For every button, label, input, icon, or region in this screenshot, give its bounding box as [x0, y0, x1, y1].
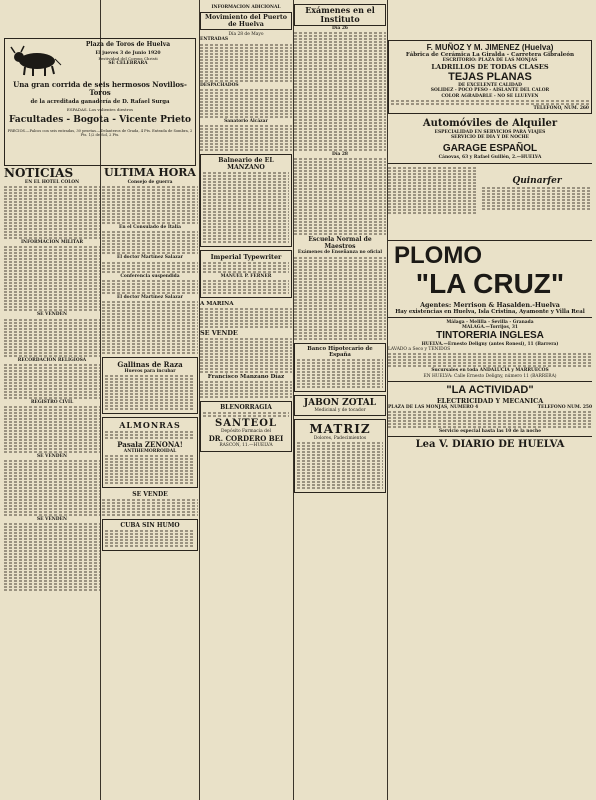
bullfight-ad	[4, 38, 196, 166]
article-text	[200, 125, 292, 151]
article-text	[4, 186, 100, 239]
cordero-title: DR. CORDERO BEI	[208, 434, 284, 444]
article-text	[388, 166, 478, 238]
balneario-title: Balneario de EL MANZANO	[218, 157, 274, 172]
actividad-title: "LA ACTIVIDAD"	[446, 383, 534, 396]
balneario-ad	[200, 154, 292, 247]
imperial-title: Imperial Typewriter	[210, 253, 282, 262]
santeol-ad	[200, 401, 292, 451]
pasala-title: Pasala ZENONA!	[117, 440, 183, 450]
examenes-no-oficial: Exámenes de Enseñanza no oficial	[297, 250, 383, 256]
tejas-title: TEJAS PLANAS	[448, 71, 532, 84]
registro-civil-heading: REGISTRO CIVIL	[30, 399, 74, 405]
francisco-heading: Francisco Manzano Díaz	[207, 374, 285, 381]
bullfight-corrida: Una gran corrida de seis hermosos Novillos-Toros	[13, 80, 187, 97]
telefono-actividad: TELEFONO NUM. 250	[537, 404, 592, 410]
manuel-ferner: MANUEL P. FERNER	[220, 274, 272, 280]
garage-address: Cánovas, 63 y Rafael Guillén, 2.—HUELVA	[438, 155, 542, 161]
hotel-colon-heading: EN EL HOTEL COLON	[24, 180, 80, 185]
munoz-ad	[388, 40, 592, 114]
bull-image	[7, 41, 63, 79]
electricidad-line: ELECTRICIDAD Y MECANICA	[436, 396, 544, 405]
column-2	[102, 166, 198, 800]
sanatorio-heading: Sanatorio Alcázar	[224, 118, 268, 124]
bullfight-ganaderia: de la acreditada ganadería de D. Rafael Surga	[30, 99, 170, 105]
article-text	[4, 406, 100, 453]
conferencia-heading: Conferencia suspendida	[120, 273, 180, 279]
agentes-line: Agentes: Merrison & Hasalden.-Huelva	[420, 300, 560, 309]
article-text	[4, 523, 100, 591]
article-text	[388, 411, 592, 428]
gallinas-title: Gallinas de Raza	[117, 360, 183, 370]
telefono-line: TELEFONO, NUM. 260	[533, 105, 589, 111]
column-1	[4, 166, 100, 800]
se-vende-heading: SE VENDE	[132, 491, 168, 499]
marina-heading: A MARINA	[200, 301, 234, 308]
article-text	[102, 262, 198, 273]
article-text	[200, 308, 292, 328]
dia-28: Día 28	[332, 152, 348, 158]
malaga-line: Málaga - Melilla - Sevilla - Granada	[446, 319, 534, 325]
se-venden-heading-2: SE VENDEN	[37, 454, 67, 460]
matriz-ad	[294, 419, 386, 493]
article-text	[102, 231, 198, 254]
article-text	[294, 257, 386, 340]
ladrillos-line: LADRILLOS DE TODAS CLASES	[431, 63, 549, 72]
jabon-ad	[294, 395, 386, 416]
banco-ad	[294, 343, 386, 392]
cuba-title: CUBA SIN HUMO	[120, 522, 180, 530]
tintoreria-address: HUELVA.—Ernesto Deligny (antes Ronesi), 11 (Barrera)	[421, 342, 559, 348]
garage-title: GARAGE ESPAÑOL	[442, 143, 538, 155]
auto-title: Automóviles de Alquiler	[422, 118, 558, 130]
plomo-title: PLOMO	[394, 241, 482, 269]
huevos-title: Huevos para incubar	[124, 369, 176, 375]
jabon-sub: Medicinal y de tocador	[314, 407, 366, 413]
rascon-address: RASCON, 11.—HUELVA	[219, 443, 273, 449]
auto-sub: ESPECIALIDAD EN SERVICIOS PARA VIAJES	[434, 130, 546, 136]
santeol-title: SANTEOL	[215, 418, 277, 430]
bullfight-precios: PRECIOS.—Palcos con seis entradas, 30 pesetas.—Delanteros de Grada, 4 Pts. Entrada de Sombra, 2 Pts. 1/2 de Sol, 2 Pts.	[7, 129, 193, 138]
diario-line: Lea V. DIARIO DE HUELVA	[415, 439, 565, 451]
article-text	[4, 246, 100, 311]
column-5	[388, 0, 592, 800]
article-text	[200, 381, 292, 398]
almonas-ad	[102, 417, 198, 488]
bullfight-sub: Festividad del Corpus Christi	[98, 56, 158, 61]
plaza-line: PLAZA DE LAS MONJAS, NUMERO 4	[388, 404, 479, 410]
se-venden-heading: SE VENDEN	[37, 312, 67, 318]
bullfight-celebrate: SE CELEBRARA	[108, 61, 148, 66]
puerto-heading: Movimiento del Puerto de Huelva	[200, 12, 292, 30]
bullfight-title: Plaza de Toros de Huelva	[85, 41, 171, 48]
religiosa-heading: RECORDACION RELIGIOSA	[17, 357, 87, 363]
article-text	[294, 158, 386, 235]
depurativo-line: Depósito Farmacia del	[221, 429, 271, 435]
escuela-heading: Escuela Normal de Maestros	[308, 236, 372, 251]
article-text	[102, 301, 198, 354]
entradas-label: ENTRADAS	[200, 37, 229, 43]
banco-title: Banco Hipotecario de España	[307, 345, 373, 358]
se-vende-heading: SE VENDE	[200, 329, 238, 338]
article-text	[4, 364, 100, 399]
servicio-line: Servicio especial hasta las 10 de la noche	[438, 429, 542, 435]
examenes-heading: Exámenes en el Instituto	[294, 4, 386, 26]
consejo-heading: Consejo de guerra	[127, 180, 173, 185]
article-text	[4, 319, 100, 357]
la-cruz-title: "LA CRUZ"	[415, 267, 565, 299]
munoz-title: F. MUÑOZ Y M. JIMENEZ (Huelva)	[426, 43, 554, 52]
bullfight-names: Facultades - Bogota - Vicente Prieto	[9, 115, 191, 125]
noticias-heading: NOTICIAS	[4, 166, 74, 180]
militar-heading: INFORMACION MILITAR	[21, 240, 83, 246]
article-text	[200, 44, 292, 82]
agentes-sub: Hay existencias en Huelva, Isla Cristina, Ayamonte y Villa Real	[395, 308, 585, 315]
antihemo-title: ANTIHEMORROIDAL	[123, 449, 177, 455]
escritorio-line: ESCRITORIO: PLAZA DE LAS MONJAS	[442, 58, 538, 63]
sucursales-line: Sucursales en toda ANDALUCIA y MARRUECOS	[431, 368, 549, 374]
matriz-title: MATRIZ	[309, 421, 371, 436]
imperial-ad	[200, 250, 292, 298]
despachados-label: DESPACHADOS	[200, 82, 239, 88]
se-venden-heading-3: SE VENDEN	[37, 517, 67, 523]
column-3	[200, 0, 292, 800]
tintoreria-title: TINTORERIA INGLESA	[436, 330, 544, 342]
gallinas-ad	[102, 357, 198, 414]
article-text	[102, 186, 198, 224]
quinarfer-title: Quinarfer	[512, 175, 562, 186]
info-adicional: INFORMACION ADICIONAL	[211, 5, 281, 10]
auto-sub-2: SERVICIO DE DIA Y DE NOCHE	[450, 135, 530, 141]
article-text	[102, 499, 198, 516]
salazar-heading-2: El doctor Martínez Salazar	[117, 294, 183, 300]
column-4	[294, 0, 386, 800]
article-text	[102, 280, 198, 294]
article-text	[200, 89, 292, 118]
bullfight-date: El jueves 3 de Junio 1920	[95, 51, 161, 56]
bullfight-espadas: ESPADAS. Los valientes diestros	[66, 107, 134, 112]
color-line: COLOR AGRADABLE - NO SE LLUEVEN	[441, 93, 539, 99]
puerto-date: Día 28 de Mayo	[228, 32, 264, 38]
article-text	[388, 353, 592, 367]
cuba-ad	[102, 519, 198, 551]
italia-heading: En el Consulado de Italia	[119, 225, 181, 231]
jabon-title: JABON ZOTAL	[303, 397, 377, 408]
article-text	[4, 460, 100, 516]
ultima-hora-heading: ULTIMA HORA	[104, 166, 196, 179]
fabrica-line: Fábrica de Cerámica La Giralda - Carretera Gibraleón	[405, 52, 575, 58]
dia-26: Día 26	[332, 26, 348, 31]
lavado-line: LAVADO a Seco y TENIDOS	[388, 347, 451, 353]
article-text	[200, 338, 292, 373]
en-huelva-line: EN HUELVA: Calle Ernesto Deligny, número 11 (BARRERA)	[423, 373, 557, 379]
article-text	[294, 32, 386, 151]
malaga-address: MALAGA.—Torrijos, 31	[462, 324, 518, 330]
almonas-title: ALMONRAS	[119, 420, 181, 431]
calidad-line: DE EXCELENTE CALIDAD	[458, 83, 522, 89]
props-line: SOLIDEZ - POCO PESO - AISLANTE DEL CALOR	[430, 88, 550, 94]
salazar-heading: El doctor Martínez Salazar	[117, 255, 183, 261]
dolor-line: Dolores, Padecimientos	[313, 435, 367, 441]
blenorragia-title: BLENORRAGIA	[220, 404, 272, 412]
